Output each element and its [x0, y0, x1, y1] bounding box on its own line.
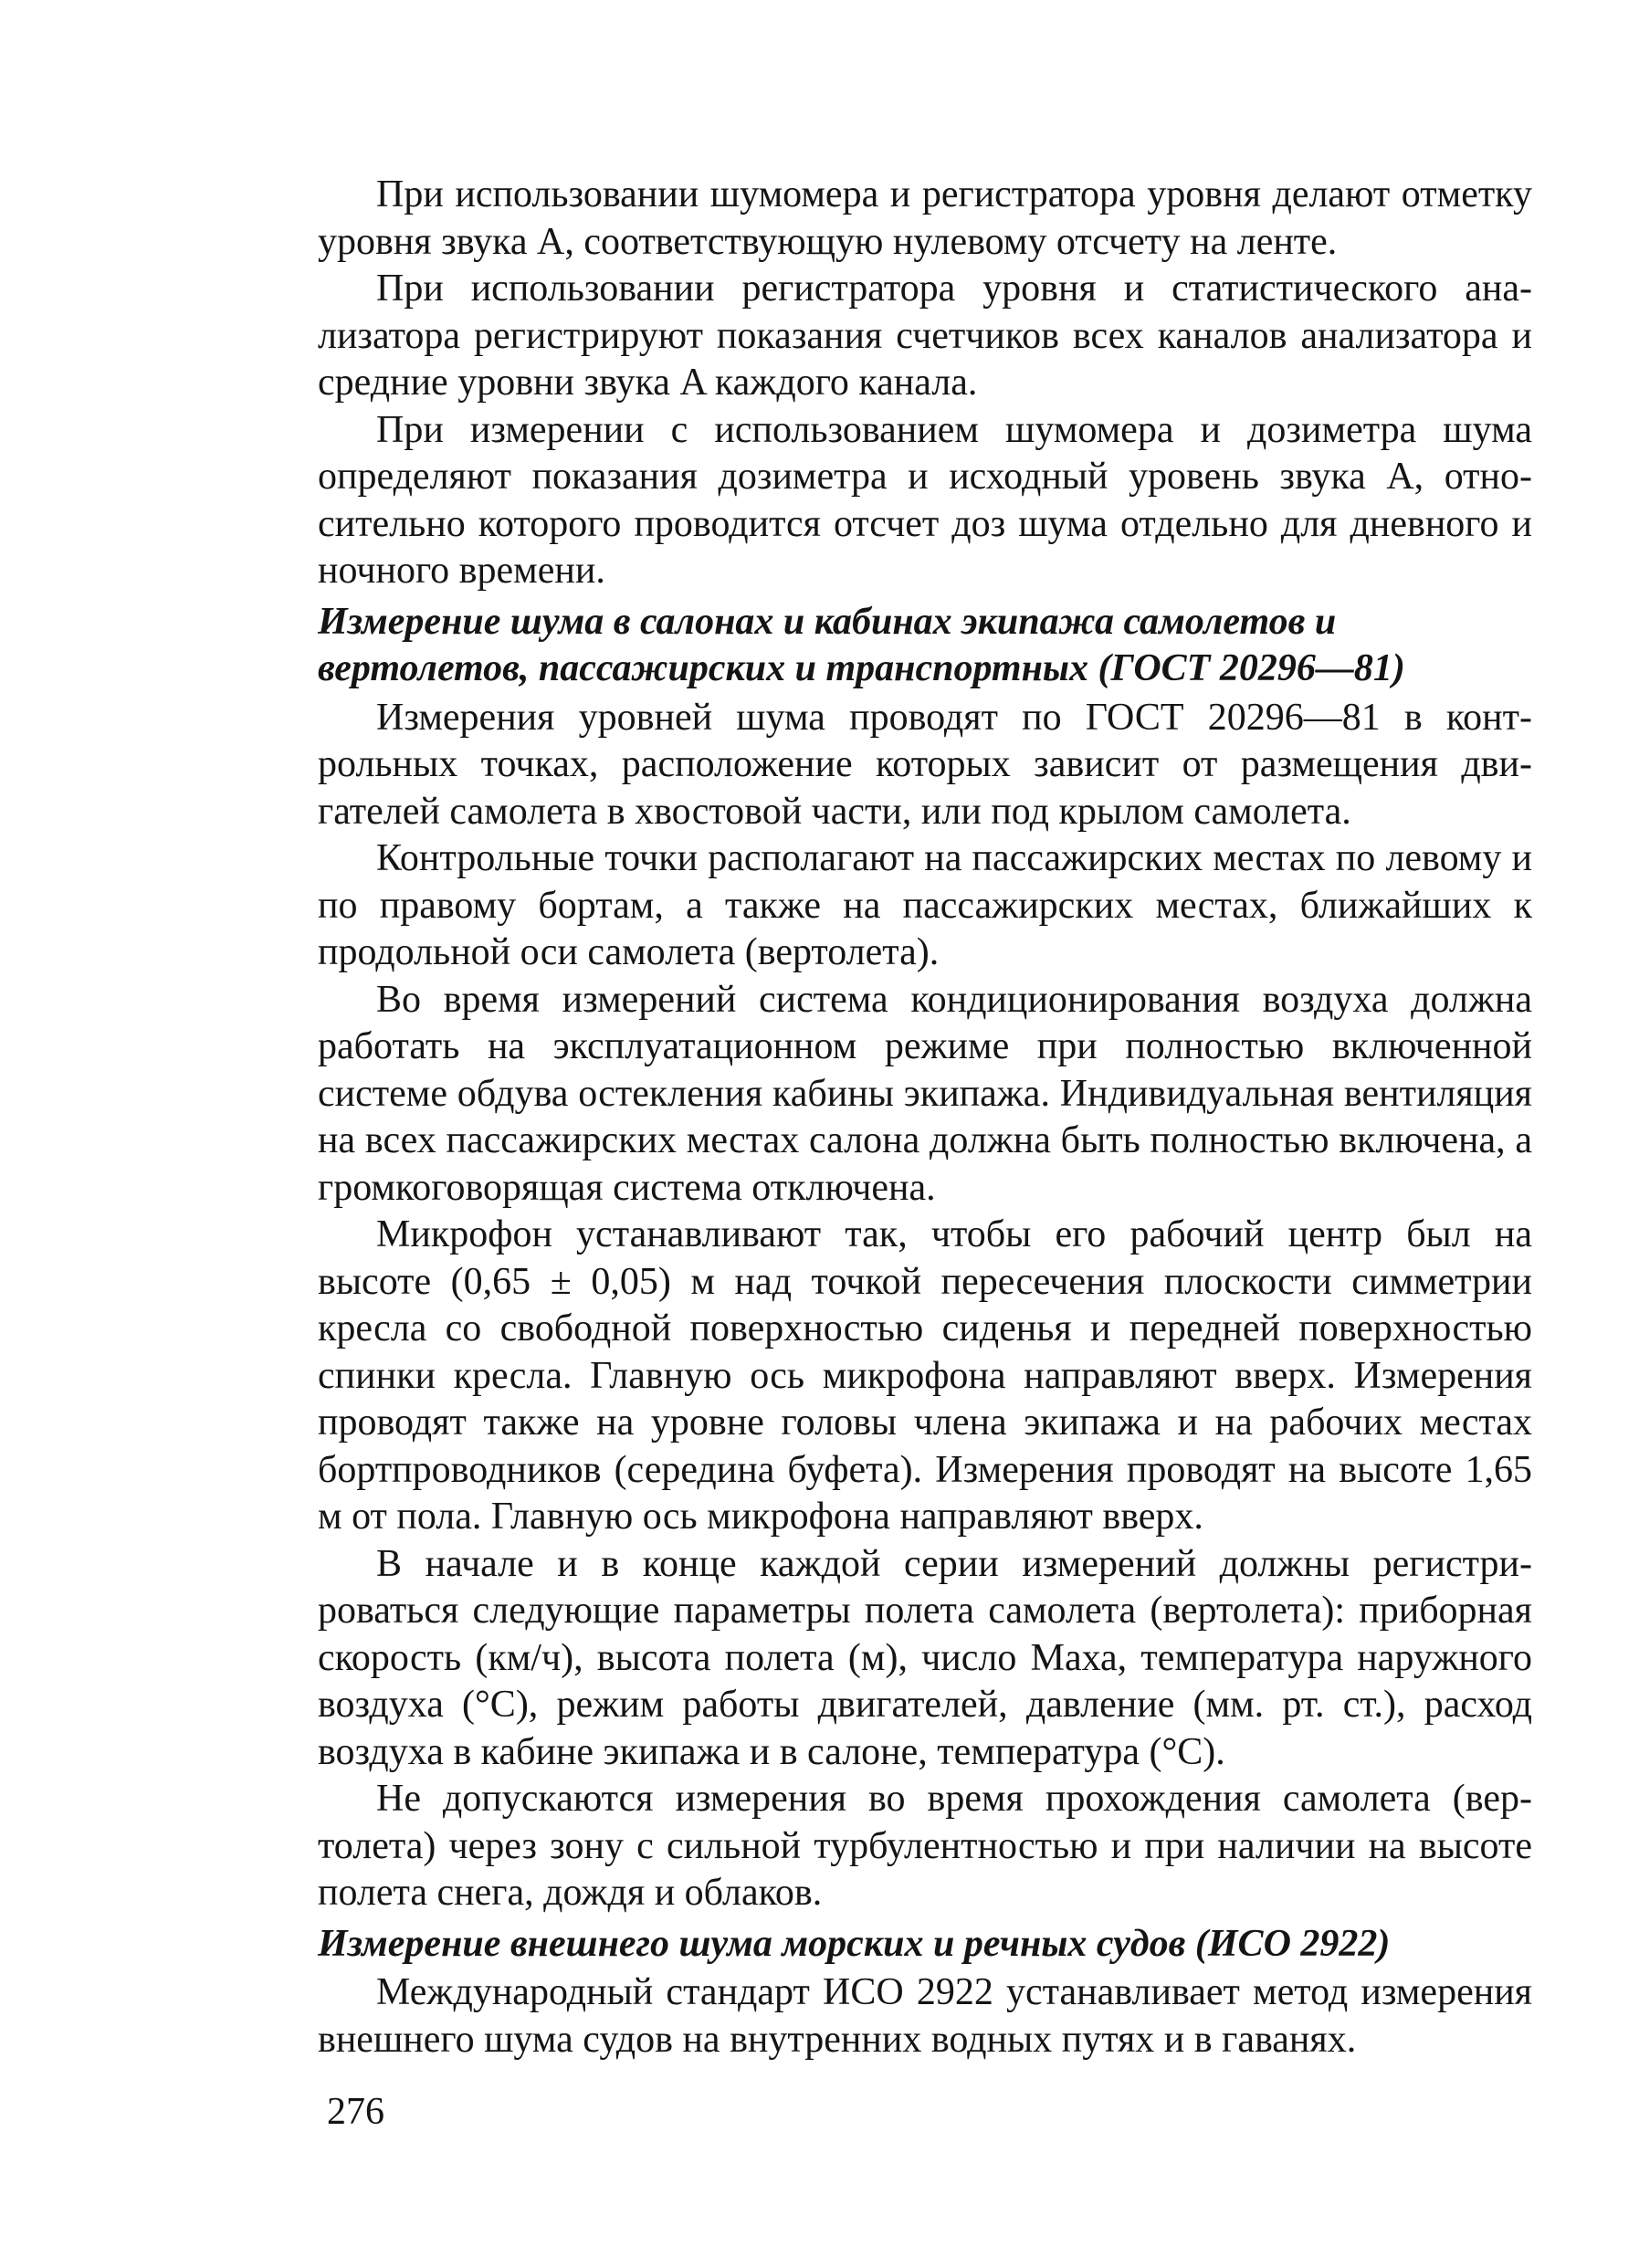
page-number: 276 — [327, 2091, 384, 2133]
paragraph: В начале и в конце каждой серии измерений должны регистрироваться следующие параметры полета самолета (вертолета): приборная скорость (км/ч), высота полета (м), число Маха, температура наружного воздуха (°C), режим работы двигателей, давление (мм. рт. ст.), расход воздуха в кабине экипажа и в салоне, температура (°C). — [318, 1542, 1532, 1773]
paragraph: Международный стандарт ИСО 2922 устанавливает метод измерения внешнего шума судов на внутренних водных путях и в гаванях. — [318, 1971, 1532, 2061]
paragraph: Контрольные точки располагают на пассажирских местах по левому и по правому бортам, а также на пассажирских местах, ближайших к продольной оси самолета (вертолета). — [318, 837, 1532, 973]
paragraph: При измерении с использованием шумомера и дозиметра шума определяют показания дозиметра и исходный уровень звука A, относительно которого проводится отсчет доз шума отдельно для дневного и ночного времени. — [318, 408, 1532, 592]
paragraph: Измерения уровней шума проводят по ГОСТ 20296—81 в контрольных точках, расположение которых зависит от размещения двигателей самолета в хвостовой части, или под крылом самолета. — [318, 696, 1532, 833]
section-heading: Измерение внешнего шума морских и речных судов (ИСО 2922) — [318, 1922, 1391, 1965]
paragraph: Микрофон устанавливают так, чтобы его рабочий центр был на высоте (0,65 ± 0,05) м над точкой пересечения плоскости симметрии кресла со свободной поверхностью сиденья и передней поверхностью спинки кресла. Главную ось микрофона направляют вверх. Измерения проводят также на уровне головы члена экипажа и на рабочих местах бортпроводников (середина буфета). Измерения проводят на высоте 1,65 м от пола. Главную ось микрофона направляют вверх. — [318, 1213, 1532, 1538]
paragraph: Во время измерений система кондиционирования воздуха должна работать на эксплуатационном режиме при полностью включенной системе обдува остекления кабины экипажа. Индивидуальная вентиляция на всех пассажирских местах салона должна быть полностью включена, а громкоговорящая система отключена. — [318, 978, 1532, 1209]
page-text — [318, 172, 1532, 2063]
paragraph: При использовании регистратора уровня и статистического анализатора регистрируют показания счетчиков всех каналов анализатора и средние уровни звука A каждого канала. — [318, 268, 1532, 404]
section-heading: Измерение шума в салонах и кабинах экипажа самолетов и вертолетов, пассажирских и транспортных (ГОСТ 20296—81) — [318, 600, 1405, 689]
paragraph: При использовании шумомера и регистратора уровня делают отметку уровня звука A, соответствующую нулевому отсчету на ленте. — [318, 173, 1532, 263]
paragraph: Не допускаются измерения во время прохождения самолета (вертолета) через зону с сильной турбулентностью и при наличии на высоте полета снега, дождя и облаков. — [318, 1778, 1532, 1914]
